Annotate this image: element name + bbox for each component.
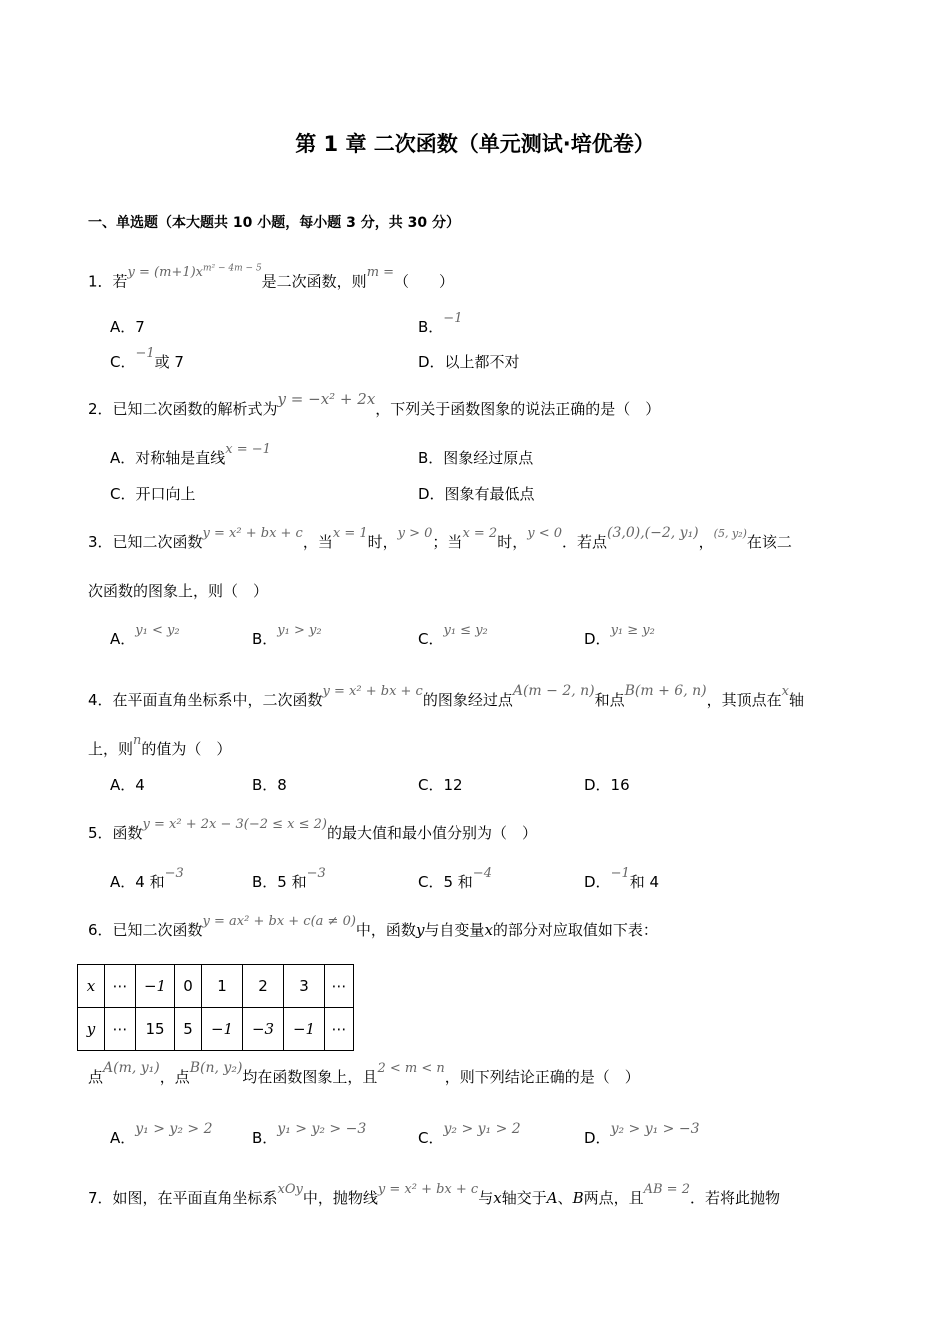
q1-number: 1．若 <box>88 272 128 291</box>
q1-option-b: B．−1 <box>418 311 463 336</box>
table-row: y ⋯ 15 5 −1 −3 −1 ⋯ <box>78 1008 354 1051</box>
q5-option-c: C．5 和−4 <box>418 866 492 891</box>
q4-option-d: D．16 <box>584 776 630 794</box>
question-6-line2: 点A(m, y₁)，点B(n, y₂)均在函数图象上，且2 < m < n，则下列结论正确的是（ ） <box>88 1060 640 1086</box>
q3-option-b: B．y₁ > y₂ <box>252 623 322 648</box>
q1-option-d: D．以上都不对 <box>418 353 520 371</box>
q1-m: m = <box>366 265 395 281</box>
question-5: 5．函数y = x² + 2x − 3(−2 ≤ x ≤ 2)的最大值和最小值分别为（ ） <box>88 817 538 842</box>
q4-option-c: C．12 <box>418 776 463 794</box>
q1-option-c: C．−1或 7 <box>110 346 184 371</box>
question-3: 3．已知二次函数y = x² + bx + c，当x = 1时，y > 0；当x = 2时，y < 0．若点(3,0),(−2, y₁)，$^{(5, y_2)}$在该二 <box>88 525 792 551</box>
q2-option-b: B．图象经过原点 <box>418 449 534 467</box>
value-table <box>77 964 354 1051</box>
q2-option-d: D．图象有最低点 <box>418 485 535 503</box>
q4-option-b: B．8 <box>252 776 287 794</box>
page-title: 第 1 章 二次函数（单元测试·培优卷） <box>295 132 655 156</box>
q4-option-a: A．4 <box>110 776 145 794</box>
q2-option-c: C．开口向上 <box>110 485 196 503</box>
q6-option-d: D．y₂ > y₁ > −3 <box>584 1121 700 1147</box>
q6-option-a: A．y₁ > y₂ > 2 <box>110 1121 213 1147</box>
q1-option-a: A．7 <box>110 318 145 336</box>
question-4: 4．在平面直角坐标系中，二次函数y = x² + bx + c的图象经过点A(m − 2, n)和点B(m + 6, n)，其顶点在x轴 <box>88 683 804 709</box>
section-heading: 一、单选题（本大题共 10 小题，每小题 3 分，共 30 分） <box>88 215 460 231</box>
q2-option-a: A．对称轴是直线x = −1 <box>110 442 271 467</box>
table-row: x ⋯ −1 0 1 2 3 ⋯ <box>78 965 354 1008</box>
question-1 <box>88 264 455 294</box>
q3-option-c: C．y₁ ≤ y₂ <box>418 623 488 648</box>
q6-option-b: B．y₁ > y₂ > −3 <box>252 1121 367 1147</box>
question-7: 7．如图，在平面直角坐标系xOy中，抛物线y = x² + bx + c与x轴交于A、B两点，且AB = 2．若将此抛物 <box>88 1182 780 1207</box>
question-4-line2: 上，则n的值为（ ） <box>88 733 232 758</box>
q5-option-d: D．−1和 4 <box>584 866 660 891</box>
question-2: 2．已知二次函数的解析式为y = −x² + 2x，下列关于函数图象的说法正确的是（ ） <box>88 390 661 418</box>
q1-text: 是二次函数，则 <box>261 272 367 291</box>
q1-paren: （ ） <box>394 272 455 291</box>
question-6: 6．已知二次函数y = ax² + bx + c(a ≠ 0)中，函数y与自变量x的部分对应取值如下表： <box>88 914 658 939</box>
q3-option-d: D．y₁ ≥ y₂ <box>584 623 655 648</box>
q1-formula: $y = (m+1)x^{m^2 - 4m - 5}$ <box>127 264 262 281</box>
q2-formula: y = −x² + 2x <box>277 390 376 408</box>
q6-option-c: C．y₂ > y₁ > 2 <box>418 1121 521 1147</box>
q5-option-b: B．5 和−3 <box>252 866 326 891</box>
q5-option-a: A．4 和−3 <box>110 866 184 891</box>
q3-option-a: A．y₁ < y₂ <box>110 623 180 648</box>
question-3-line2: 次函数的图象上，则（ ） <box>88 582 269 600</box>
